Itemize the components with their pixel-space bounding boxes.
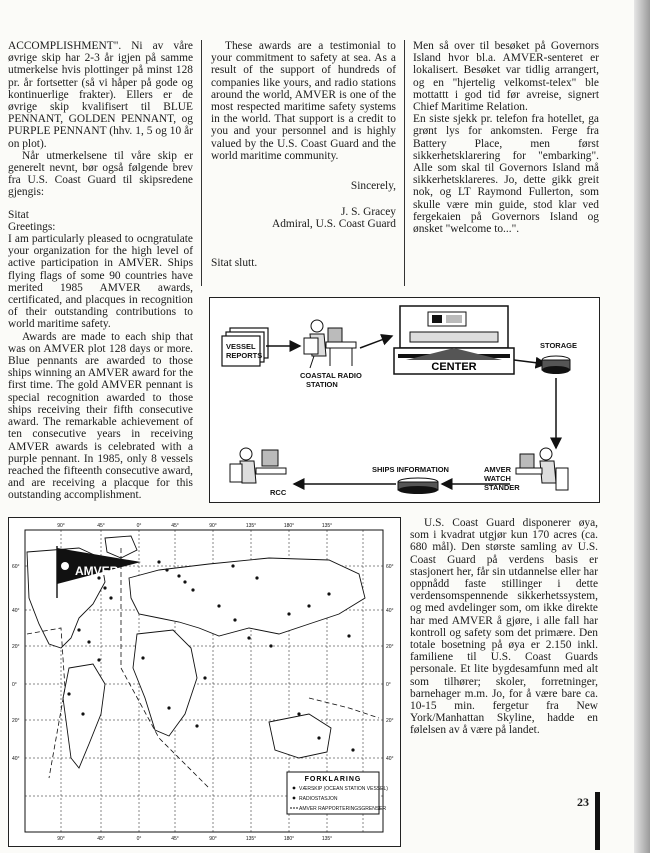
col1-paragraph-1: ACCOMPLISHMENT". Ni av våre øvrige skip har 2-3 år igjen på samme utmerkelse hvis plottinger på minst 128 pr. år fortsetter (så vi håper på gode og kontinuerlige frakter). Ellers er de øvrige skip kvalifisert til BLUE PENNANT, GOLDEN PENNANT, og PURPLE PENNANT (hhv. 1, 5 og 10 år on plot). — [8, 40, 193, 150]
lat-label-right: 60° — [386, 564, 394, 570]
amver-flow-diagram — [209, 297, 600, 503]
letter-closing: Sincerely, — [350, 180, 396, 193]
column-2 — [211, 40, 396, 269]
column-3 — [413, 40, 599, 235]
lon-label-bottom: 45° — [97, 836, 105, 842]
column-divider-2 — [404, 40, 405, 286]
signer-title: Admiral, U.S. Coast Guard — [271, 218, 396, 231]
lat-label-left: 40° — [12, 756, 20, 762]
storage-label: STORAGE — [540, 341, 577, 350]
lat-label-right: 20° — [386, 644, 394, 650]
page-marker-bar — [595, 792, 600, 850]
map-legend — [287, 772, 388, 814]
lon-label-top: 135° — [321, 523, 333, 529]
letter-paragraph-2: Awards are made to each ship that was on AMVER plot 128 days or more. Blue pennants are awarded to those ships winning an AMVER award for the first time. The gold AMVER pennant is special recognition awarded to those ships receiving their fifth consecutive award. The remarkable achievement of ten consecutive years in receiving AMVER awards is celebrated with a purple pennant. In 1985, only 8 vessels reached the fifteenth consecutive award, and are receiving a placque for this outstanding accomplishment. — [8, 330, 193, 502]
lon-label-bottom: 90° — [57, 836, 65, 842]
rcc-operator-icon — [230, 448, 286, 483]
col2-paragraph-1: These awards are a testimonial to your commitment to safety at sea. As a result of the support of hundreds of companies like yours, and radio stations around the world, AMVER is one of the most respected maritime safety systems in the world. That support is a credit to you and your personnel and is highly valued by the U.S. Coast Guard and the world maritime community. — [211, 40, 396, 162]
storage-disk-icon — [542, 356, 570, 374]
ships-info-disk-icon — [398, 478, 438, 494]
coastal-radio-label: COASTAL RADIO — [300, 371, 362, 380]
watch-label-3: STANDER — [484, 483, 520, 492]
col1-paragraph-2: Når utmerkelsene til våre skip er generelt nevnt, bør også følgende brev fra U.S. Coast Guard til skipsredene gjengis: — [8, 149, 193, 199]
col4-paragraph-1: U.S. Coast Guard disponerer øya, som i kvadrat utgjør kun 170 acres (ca. 680 mål). Den største samling av U.S. Coast Guard på verdens basis er stasjonert her, får sin utdannelse eller har oppnådd faste stillinger i dette verdensomspennende sikkerhetssystem, og med avdelinger som, om ikke direkte har med AMVER å gjøre, i alle fall har kontroll og safety som det primære. Den totale bosetning på øya er 2.150 inkl. familiene til U.S. Coast Guards personale. Et lite bygdesamfunn med alt som tilhører; skoler, forretninger, barnehager m.m. Jo, for å være bare ca. 10-15 min. fergetur fra New York/Manhattan Skyline, hadde en følelsen av å være på landet. — [410, 517, 598, 737]
lon-label-top: 45° — [171, 523, 179, 529]
signer-name: J. S. Gracey — [340, 206, 396, 219]
vessel-label-1: VESSEL — [226, 342, 256, 351]
watch-label-2: WATCH — [484, 474, 511, 483]
page-number: 23 — [577, 795, 589, 809]
quote-end: Sitat slutt. — [211, 256, 258, 269]
lon-label-bottom: 180° — [283, 836, 295, 842]
lon-label-bottom: 90° — [209, 836, 217, 842]
column-divider-1 — [201, 40, 202, 286]
watch-label-1: AMVER — [484, 465, 512, 474]
center-label: CENTER — [431, 361, 477, 373]
lat-label-right: 40° — [386, 608, 394, 614]
amver-world-map — [8, 517, 401, 847]
lat-label-left: 0° — [12, 682, 17, 688]
lat-label-right: 20° — [386, 718, 394, 724]
rcc-label: RCC — [270, 488, 287, 497]
page-edge-shadow — [634, 0, 650, 853]
lon-label-top: 0° — [136, 523, 142, 529]
lat-label-left: 40° — [12, 608, 20, 614]
lon-label-bottom: 135° — [321, 836, 333, 842]
col3-paragraph-2: En siste sjekk pr. telefon fra hotellet, ga grønt lys for ankomsten. Ferge fra Battery Place, men først sikkerhetsklarering for "embarking". Alle som skal til Governors Island må sikkerhetsklareres. Jo, dette gikk greit nok, og LT Raymond Fullerton, som skulle være min guide, stod klar ved fergekaien på Governors Island og ønsket "welcome to...". — [413, 113, 599, 236]
pennant-label: AMVER — [75, 564, 119, 578]
column-4 — [410, 517, 598, 737]
column-1 — [8, 40, 193, 502]
lat-label-right: 40° — [386, 756, 394, 762]
lat-label-left: 60° — [12, 564, 20, 570]
lat-label-left: 20° — [12, 644, 20, 650]
col3-paragraph-1: Men så over til besøket på Governors Island hvor bl.a. AMVER-senteret er lokalisert. Besøket var tidlig arrangert, og en "hjertelig velkomst-telex" ble mottattt i god tid før avreise, signert Chief Maritime Relation. — [413, 40, 599, 114]
lon-label-bottom: 135° — [245, 836, 257, 842]
legend-item-1: VÆRSKIP (OCEAN STATION VESSEL) — [299, 786, 388, 792]
lon-label-bottom: 45° — [171, 836, 179, 842]
radio-operator-icon — [304, 320, 356, 368]
lon-label-top: 180° — [283, 523, 295, 529]
lat-label-right: 0° — [386, 682, 391, 688]
lon-label-top: 90° — [209, 523, 217, 529]
legend-item-2: RADIOSTASJON — [299, 796, 338, 802]
letter-paragraph-1: I am particularly pleased to ocngratulate your organization for the high level of active participation in AMVER. Ships flying flags of some 90 countries have merited 1985 AMVER awards, certificated, and placques in recognition of their outstanding contributions to world maritime safety. — [8, 233, 193, 331]
legend-title: FORKLARING — [304, 776, 362, 783]
quote-start: Sitat — [8, 208, 29, 221]
lon-label-top: 135° — [245, 523, 257, 529]
lat-label-left: 20° — [12, 718, 20, 724]
watch-stander-icon — [516, 448, 568, 490]
lon-label-bottom: 0° — [136, 836, 142, 842]
lon-label-top: 90° — [57, 523, 65, 529]
lon-label-top: 45° — [97, 523, 105, 529]
legend-item-3: AMVER RAPPORTERINGSGRENSER — [299, 806, 387, 812]
station-label: STATION — [306, 380, 338, 389]
letter-greeting: Greetings: — [8, 220, 56, 233]
ships-information-label: SHIPS INFORMATION — [372, 465, 449, 474]
vessel-label-2: REPORTS — [226, 351, 263, 360]
